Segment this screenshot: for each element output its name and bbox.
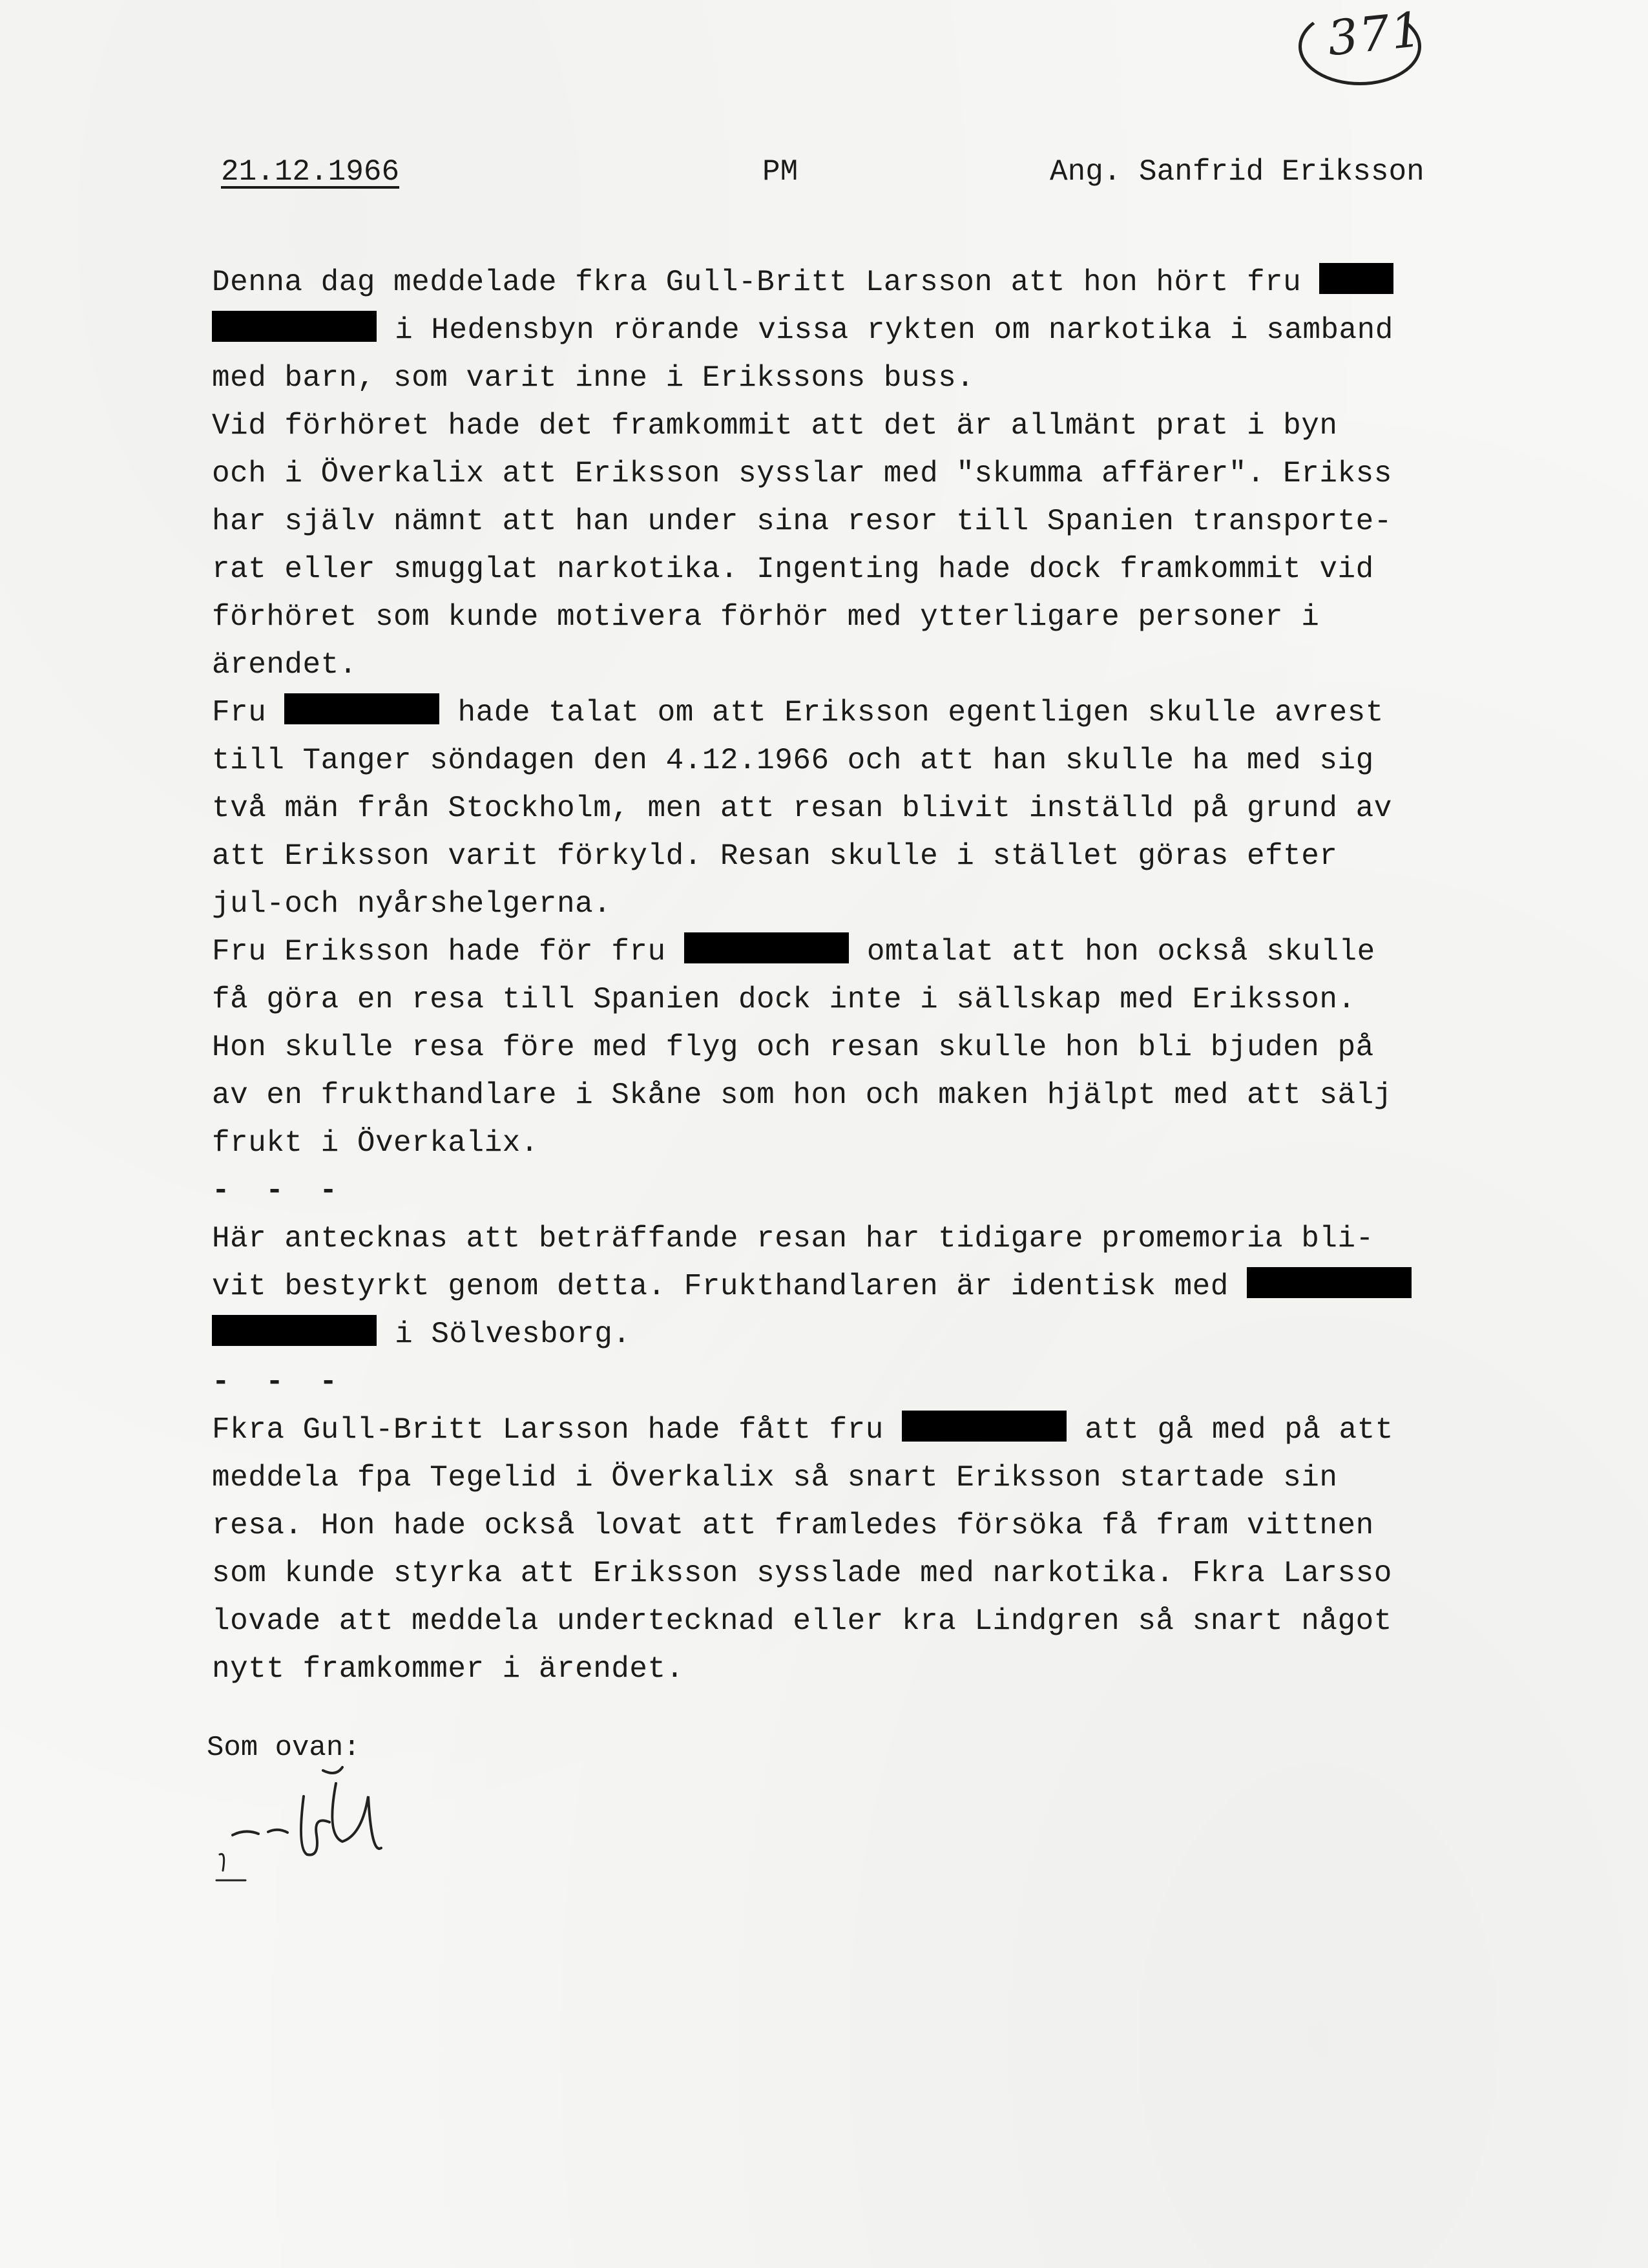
text-run: att gå med på att <box>1066 1413 1393 1447</box>
redaction-block <box>902 1411 1067 1442</box>
text-run: meddela fpa Tegelid i Överkalix så snart Eriksson startade sin <box>212 1461 1338 1495</box>
section-separator: - - - <box>212 1365 347 1399</box>
paragraph-2-line <box>212 737 1472 784</box>
text-run: få göra en resa till Spanien dock inte i sällskap med Eriksson. <box>212 983 1356 1016</box>
text-run: av en frukthandlare i Skåne som hon och maken hjälpt med att sälj <box>212 1078 1392 1112</box>
text-run: att Eriksson varit förkyld. Resan skulle i stället göras efter <box>212 839 1338 873</box>
memo-header <box>0 155 1648 207</box>
text-run: Här antecknas att beträffande resan har tidigare promemoria bli- <box>212 1222 1374 1255</box>
text-run: Hon skulle resa före med flyg och resan skulle hon bli bjuden på <box>212 1031 1374 1064</box>
text-run: Denna dag meddelade fkra Gull-Britt Larsson att hon hört fru <box>212 266 1320 299</box>
text-run: Fru Eriksson hade för fru <box>212 935 684 969</box>
paragraph-2-line <box>212 832 1472 880</box>
paragraph-3-line <box>212 1071 1472 1119</box>
text-run: lovade att meddela undertecknad eller kra Lindgren så snart något <box>212 1604 1392 1638</box>
memo-type: PM <box>762 155 798 189</box>
redaction-block <box>1319 263 1393 294</box>
text-run: i Sölvesborg. <box>377 1318 631 1351</box>
paragraph-1-line <box>212 306 1472 354</box>
text-run: och i Överkalix att Eriksson sysslar med "skumma affärer". Erikss <box>212 457 1392 490</box>
memo-subject: Ang. Sanfrid Eriksson <box>1050 155 1424 189</box>
memo-body <box>212 258 1472 1693</box>
archive-stamp-number: 371 <box>1324 1 1426 67</box>
paragraph-3-line <box>212 1119 1472 1167</box>
paragraph-1-line <box>212 593 1472 641</box>
paragraph-3-line <box>212 928 1472 976</box>
paragraph-3-line <box>212 976 1472 1024</box>
paragraph-2-line <box>212 784 1472 832</box>
text-run: jul-och nyårshelgerna. <box>212 887 612 921</box>
redaction-block <box>684 932 849 963</box>
paragraph-2-line <box>212 880 1472 928</box>
final-paragraph-line <box>212 1597 1472 1645</box>
handwritten-signature <box>207 1758 478 1887</box>
paragraph-1-line <box>212 258 1472 306</box>
paragraph-1-line <box>212 498 1472 545</box>
paragraph-1-line <box>212 402 1472 450</box>
final-paragraph-line <box>212 1454 1472 1502</box>
text-run: hade talat om att Eriksson egentligen skulle avrest <box>439 696 1384 730</box>
text-run: omtalat att hon också skulle <box>848 935 1375 969</box>
note-line <box>212 1263 1472 1310</box>
final-paragraph-line <box>212 1502 1472 1549</box>
text-run: vit bestyrkt genom detta. Frukthandlaren är identisk med <box>212 1270 1247 1303</box>
text-run: Fru <box>212 696 285 730</box>
text-run: i Hedensbyn rörande vissa rykten om narkotika i samband <box>377 313 1393 347</box>
final-paragraph-line <box>212 1549 1472 1597</box>
final-paragraph-line <box>212 1406 1472 1454</box>
signature-block <box>207 1732 530 1887</box>
text-run: till Tanger söndagen den 4.12.1966 och att han skulle ha med sig <box>212 744 1374 777</box>
text-run: har själv nämnt att han under sina resor till Spanien transporte- <box>212 505 1392 538</box>
text-run: frukt i Överkalix. <box>212 1126 539 1160</box>
text-run: Fkra Gull-Britt Larsson hade fått fru <box>212 1413 902 1447</box>
redaction-block <box>1247 1267 1412 1298</box>
redaction-block <box>212 311 377 342</box>
redaction-block <box>212 1315 377 1346</box>
final-paragraph-line <box>212 1645 1472 1693</box>
text-run: med barn, som varit inne i Erikssons buss. <box>212 361 975 395</box>
note-line <box>212 1310 1472 1358</box>
text-run: ärendet. <box>212 648 357 682</box>
note-line <box>212 1215 1472 1263</box>
text-run: förhöret som kunde motivera förhör med ytterligare personer i <box>212 600 1320 634</box>
paragraph-1-line <box>212 641 1472 689</box>
section-separator: - - - <box>212 1174 347 1208</box>
paragraph-1-line <box>212 354 1472 402</box>
text-run: två män från Stockholm, men att resan blivit inställd på grund av <box>212 792 1392 825</box>
paragraph-3-line <box>212 1024 1472 1071</box>
closing-text: Som ovan: <box>207 1732 360 1764</box>
paragraph-1-line <box>212 545 1472 593</box>
memo-date: 21.12.1966 <box>221 155 400 189</box>
text-run: som kunde styrka att Eriksson sysslade med narkotika. Fkra Larsso <box>212 1557 1392 1590</box>
paragraph-1-line <box>212 450 1472 498</box>
redaction-block <box>284 693 439 724</box>
text-run: Vid förhöret hade det framkommit att det är allmänt prat i byn <box>212 409 1338 443</box>
text-run: resa. Hon hade också lovat att framledes försöka få fram vittnen <box>212 1509 1374 1542</box>
text-run: nytt framkommer i ärendet. <box>212 1652 684 1686</box>
text-run: rat eller smugglat narkotika. Ingenting hade dock framkommit vid <box>212 552 1374 586</box>
paragraph-2-line <box>212 689 1472 737</box>
